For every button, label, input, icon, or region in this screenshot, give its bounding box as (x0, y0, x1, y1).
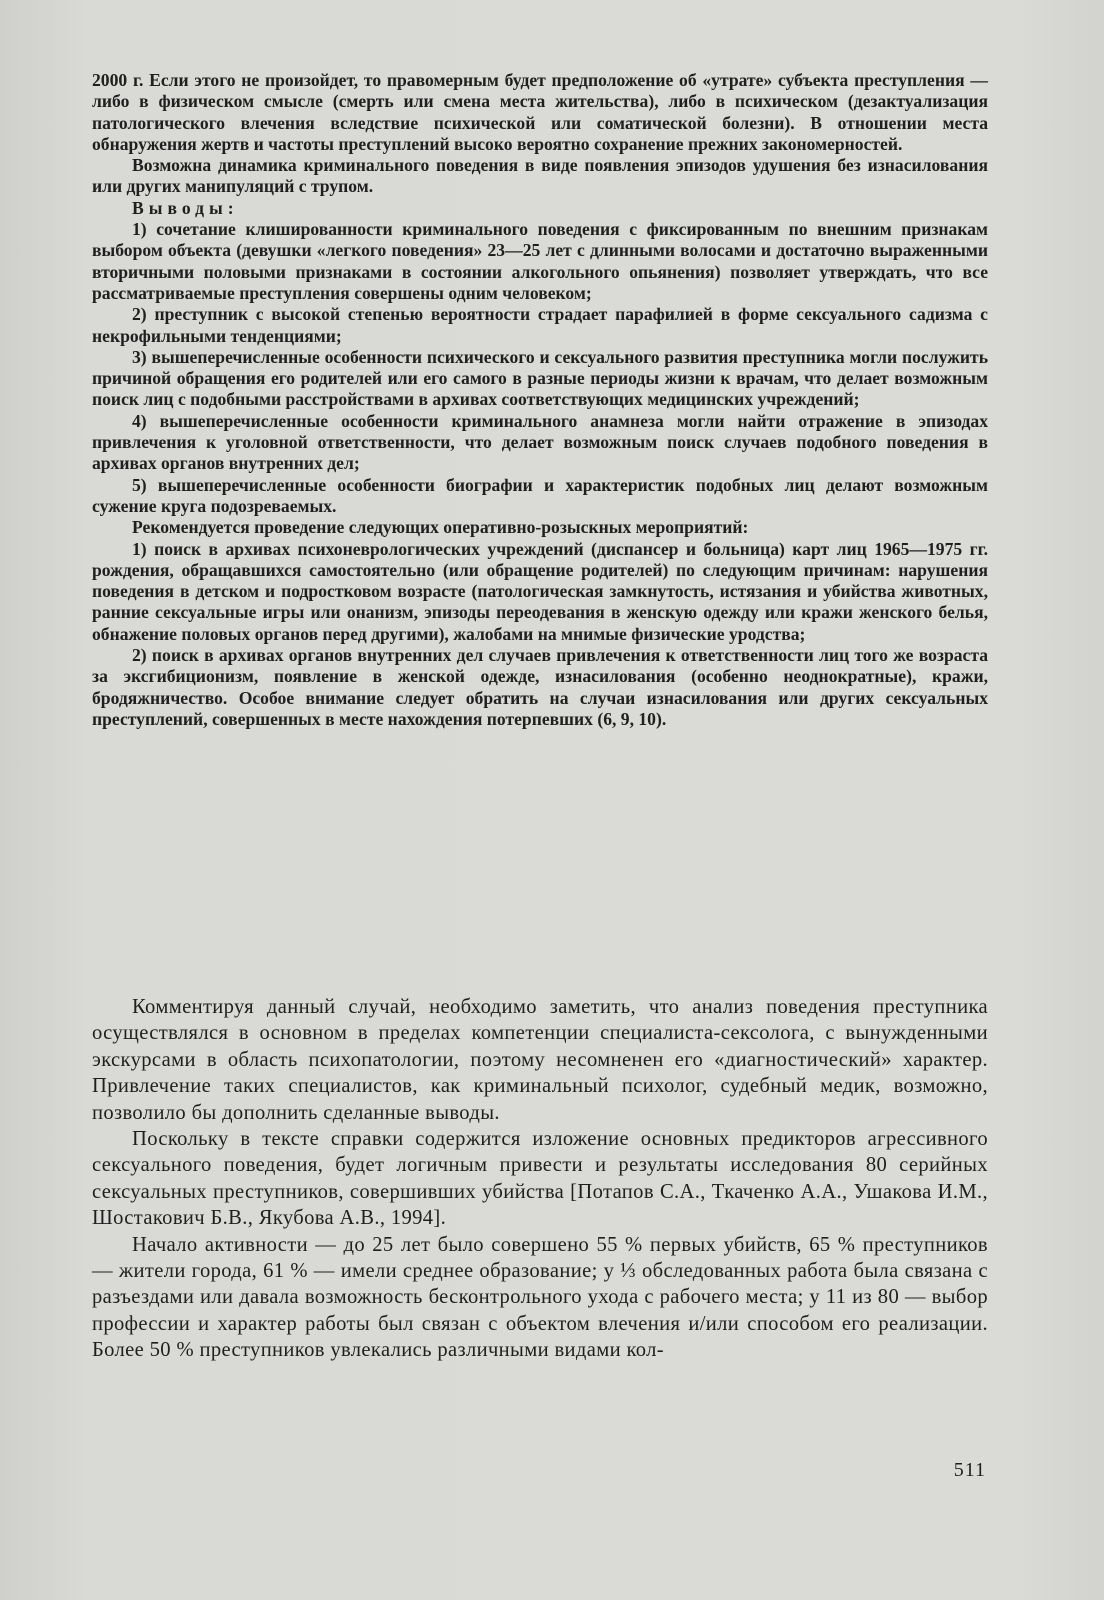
commentary-paragraph-2: Поскольку в тексте справки содержится изложение основных предикторов агрессивного сексуального поведения, будет логичным привести и результаты исследования 80 серийных сексуальных преступников, совершивших убийства [Потапов С.А., Ткаченко А.А., Ушакова И.М., Шостакович Б.В., Якубова А.В., 1994]. (92, 1128, 988, 1230)
recommendation-item-2: 2) поиск в архивах органов внутренних дел случаев привлечения к ответственности лиц того же возраста за эксгибиционизм, появление в женской одежде, изнасилования (особенно неоднократные), кражи, бродяжничество. Особое внимание следует обратить на случаи изнасилования или других сексуальных преступлений, совершенных в месте нахождения потерпевших (6, 9, 10). (92, 645, 988, 729)
recommendation-item-1: 1) поиск в архивах психоневрологических учреждений (диспансер и больница) карт лиц 1965—1975 гг. рождения, обращавшихся самостоятельно (или обращение родителей) по следующим причинам: нарушения поведения в детском и подростковом возрасте (патологическая замкнутость, истязания и убийства животных, ранние сексуальные игры или онанизм, эпизоды переодевания в женскую одежду или кражи женского белья, обнажение половых органов перед другими), жалобами на мнимые физические уродства; (92, 538, 988, 644)
conclusion-item-4: 4) вышеперечисленные особенности криминального анамнеза могли найти отражение в эпизодах привлечения к уголовной ответственности, что делает возможным поиск случаев подобного поведения в архивах органов внутренних дел; (92, 410, 988, 474)
paragraph-continuation: 2000 г. Если этого не произойдет, то правомерным будет предположение об «утрате» субъекта преступления — либо в физическом смысле (смерть или смена места жительства), либо в психическом (дезактуализация патологического влечения вследствие психической или соматической болезни). В отношении места обнаружения жертв и частоты преступлений высоко вероятно сохранение прежних закономерностей. (92, 70, 988, 154)
conclusion-item-2: 2) преступник с высокой степенью вероятности страдает парафилией в форме сексуального садизма с некрофильными тенденциями; (92, 304, 988, 346)
paragraph-dynamics: Возможна динамика криминального поведения в виде появления эпизодов удушения без изнасилования или других манипуляций с трупом. (92, 155, 988, 197)
conclusion-item-1: 1) сочетание клишированности криминального поведения с фиксированным по внешним признакам выбором объекта (девушки «легкого поведения» 23—25 лет с длинными волосами и достаточно выраженными вторичными половыми признаками в состоянии алкогольного опьянения) позволяет утверждать, что все рассматриваемые преступления совершены одним человеком; (92, 219, 988, 303)
commentary-block (92, 994, 988, 1364)
recommendations-intro: Рекомендуется проведение следующих оперативно-розыскных мероприятий: (132, 517, 749, 538)
conclusion-item-3: 3) вышеперечисленные особенности психического и сексуального развития преступника могли послужить причиной обращения его родителей или его самого в разные периоды жизни к врачам, что делает возможным поиск лиц с подобными расстройствами в архивах соответствующих медицинских учреждений; (92, 346, 988, 410)
commentary-paragraph-3: Начало активности — до 25 лет было совершено 55 % первых убийств, 65 % преступников — жители города, 61 % — имели среднее образование; у ⅓ обследованных работа была связана с разъездами или давала возможность бесконтрольного ухода с рабочего места; у 11 из 80 — выбор профессии и характер работы был связан с объектом влечения и/или способом его реализации. Более 50 % преступников увлекались различными видами кол- (92, 1233, 988, 1362)
page-number: 511 (953, 1459, 986, 1481)
commentary-paragraph-1: Комментируя данный случай, необходимо заметить, что анализ поведения преступника осуществлялся в основном в пределах компетенции специалиста-сексолога, с вынужденными экскурсами в область психопатологии, поэтому несомненен его «диагностический» характер. Привлечение таких специалистов, как криминальный психолог, судебный медик, возможно, позволило бы дополнить сделанные выводы. (92, 996, 988, 1124)
conclusions-heading: Выводы: (132, 197, 239, 218)
conclusions-block (92, 70, 988, 730)
conclusion-item-5: 5) вышеперечисленные особенности биографии и характеристик подобных лиц делают возможным сужение круга подозреваемых. (92, 474, 988, 516)
